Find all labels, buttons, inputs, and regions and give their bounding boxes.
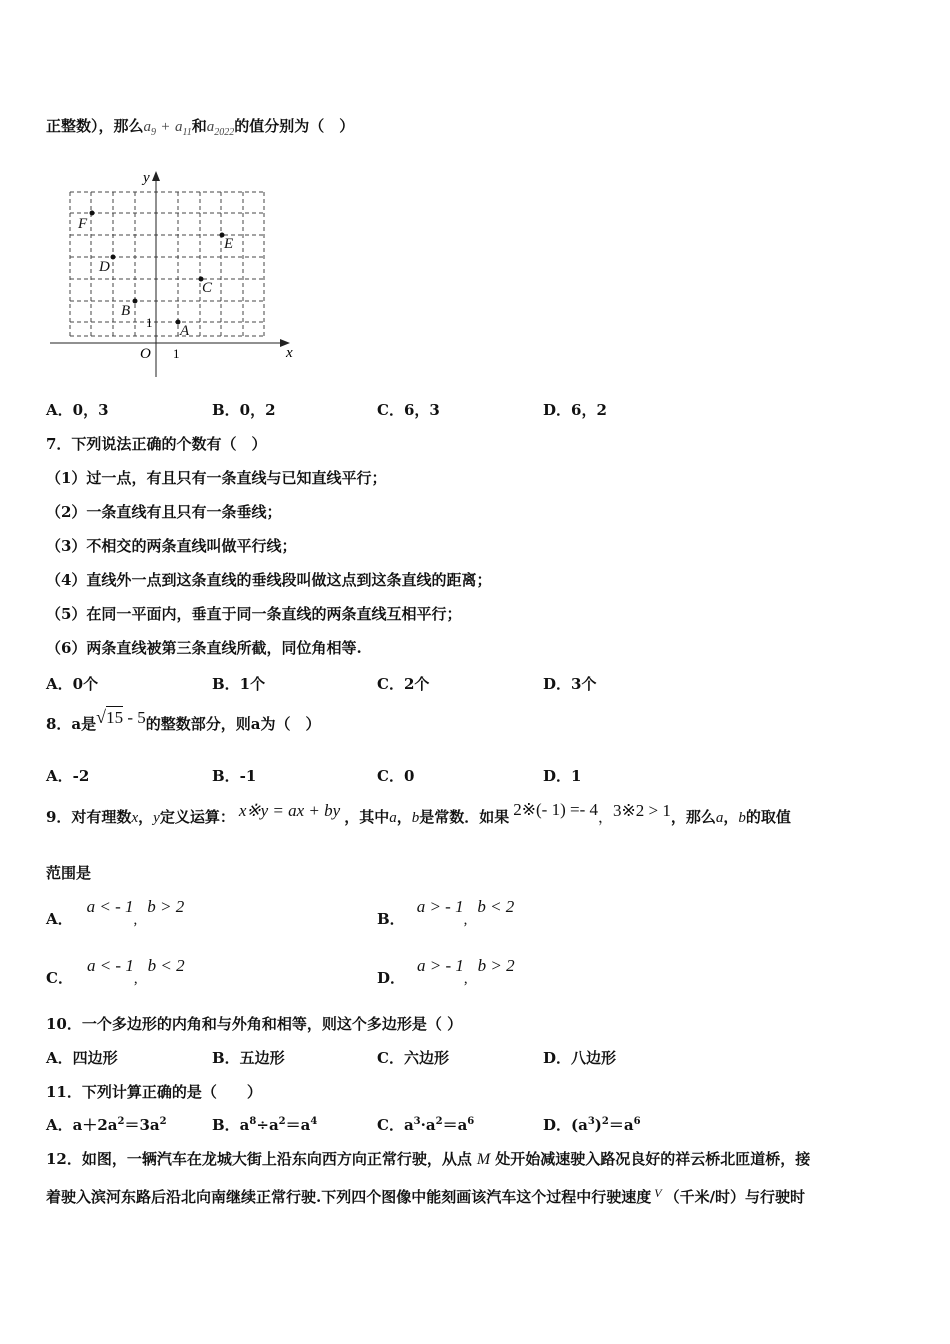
q11-option-d-mid: ) <box>594 1116 602 1134</box>
label-B: B <box>121 303 131 319</box>
q7-item-3: （3）不相交的两条直线叫做平行线； <box>46 537 297 555</box>
q9-option-a-label: A． <box>46 910 73 928</box>
q6-intro-a9 <box>143 119 157 138</box>
q6-intro-a9-base: a <box>143 119 152 135</box>
q11-option-d-sup-3: 6 <box>633 1116 641 1127</box>
q9-var-y: y <box>153 810 160 826</box>
q9-option-d-cond-2: b > 2 <box>477 956 515 975</box>
q6-intro-a11 <box>174 119 192 138</box>
q11-option-a-mid: ＝3a <box>124 1116 160 1134</box>
q6-option-a[interactable]: A．0，3 <box>46 401 109 419</box>
q11-option-b-sup-2: 2 <box>278 1116 286 1127</box>
origin-label: O <box>140 346 151 362</box>
label-A: A <box>180 323 190 339</box>
q10-option-c[interactable]: C．六边形 <box>377 1049 449 1067</box>
q10-option-b[interactable]: B．五边形 <box>212 1049 285 1067</box>
q9-option-d-comma: , <box>463 971 468 987</box>
q8-option-d[interactable]: D．1 <box>543 767 582 785</box>
q11-option-b-mid-2: ＝a <box>285 1116 311 1134</box>
y-axis-arrow <box>152 171 160 181</box>
q7-option-c[interactable]: C．2个 <box>377 675 430 693</box>
q9-var-x: x <box>131 810 139 826</box>
q9-option-b-cond-2: b < 2 <box>477 897 515 916</box>
q10-stem: 10．一个多边形的内角和与外角和相等，则这个多边形是（ ） <box>46 1015 463 1033</box>
q7-item-6: （6）两条直线被第三条直线所截，同位角相等. <box>46 639 362 657</box>
x-axis-label: x <box>286 345 293 361</box>
q11-option-d-pre: D．(a <box>543 1116 588 1134</box>
q11-option-c[interactable] <box>377 1114 474 1135</box>
q11-option-c-mid: ·a <box>420 1116 436 1134</box>
q9-option-c-cond-2: b < 2 <box>147 956 185 975</box>
y-axis-label: y <box>143 170 150 186</box>
q9-prefix: 9．对有理数 <box>46 808 132 826</box>
q7-item-4: （4）直线外一点到这条直线的垂线段叫做这点到这条直线的距离； <box>46 571 492 589</box>
q7-stem: 7．下列说法正确的个数有（ ） <box>46 435 267 453</box>
q6-intro <box>46 115 354 138</box>
q9-mid-2: 是常数．如果 <box>419 808 510 826</box>
sqrt-symbol-icon: √ <box>96 707 107 727</box>
q9-sep: ， <box>597 810 613 826</box>
q9-option-d[interactable] <box>377 955 515 987</box>
q11-option-c-pre: C．a <box>377 1116 414 1134</box>
q11-option-a[interactable] <box>46 1114 167 1135</box>
q6-intro-suffix: 的值分别为（ ） <box>234 117 355 135</box>
q11-option-b-mid: ÷a <box>256 1116 279 1134</box>
coordinate-grid-figure <box>46 165 306 380</box>
q11-option-c-sup: 3 <box>413 1116 421 1127</box>
q8-radical <box>96 708 146 727</box>
q9-option-b[interactable] <box>377 896 515 928</box>
q6-intro-a11-base: a <box>174 119 183 135</box>
q11-option-b[interactable] <box>212 1114 317 1135</box>
q11-option-d-sup-2: 2 <box>601 1116 609 1127</box>
q9-def: 定义运算： <box>159 808 235 826</box>
q12-point-m: M <box>476 1151 491 1168</box>
q9-option-c-comma: , <box>133 971 138 987</box>
point-F <box>90 211 95 216</box>
q8-tail: - 5 <box>123 708 146 727</box>
q8-option-a[interactable]: A．-2 <box>46 767 90 785</box>
q9-option-b-comma: , <box>463 912 468 928</box>
q9-end: 的取值 <box>745 808 791 826</box>
q9-stem <box>46 800 791 827</box>
q9-option-c-label: C． <box>46 969 73 987</box>
q11-option-b-pre: B．a <box>212 1116 250 1134</box>
q8-option-c[interactable]: C．0 <box>377 767 415 785</box>
q9-option-d-cond-1: a > - 1 <box>417 956 464 975</box>
point-D <box>111 255 116 260</box>
q9-comma-3: ， <box>723 808 739 826</box>
q12-line-1b: 处开始减速驶入路况良好的祥云桥北匝道桥，接 <box>495 1150 811 1168</box>
q11-option-a-sup: 2 <box>117 1116 125 1127</box>
q11-option-d-mid-2: ＝a <box>608 1116 634 1134</box>
q6-option-d[interactable]: D．6，2 <box>543 401 607 419</box>
q9-option-b-cond-1: a > - 1 <box>416 897 464 916</box>
q8-stem <box>46 707 321 734</box>
q11-option-c-sup-3: 6 <box>467 1116 475 1127</box>
q6-option-b[interactable]: B．0，2 <box>212 401 276 419</box>
q9-condition-2: 3※2 > 1 <box>613 801 671 820</box>
q6-intro-prefix: 正整数），那么 <box>46 117 144 135</box>
point-B <box>133 299 138 304</box>
q11-option-c-sup-2: 2 <box>435 1116 443 1127</box>
q11-stem: 11．下列计算正确的是（ ） <box>46 1083 262 1101</box>
q11-option-d-sup: 3 <box>587 1116 595 1127</box>
q7-option-a[interactable]: A．0个 <box>46 675 99 693</box>
q9-var-b: b <box>411 810 420 826</box>
q9-option-b-label: B． <box>377 910 405 928</box>
q12-line-1a: 12．如图，一辆汽车在龙城大街上沿东向西方向正常行驶，从点 <box>46 1150 472 1168</box>
q11-option-c-mid-2: ＝a <box>442 1116 468 1134</box>
q6-intro-a2022-sub: 2022 <box>214 127 235 138</box>
q11-option-b-sup-3: 4 <box>310 1116 318 1127</box>
q9-var-a: a <box>389 810 397 826</box>
q10-option-d[interactable]: D．八边形 <box>543 1049 617 1067</box>
q7-item-5: （5）在同一平面内，垂直于同一条直线的两条直线互相平行； <box>46 605 462 623</box>
q9-comma-1: ， <box>138 808 154 826</box>
q12-line-2 <box>46 1186 805 1207</box>
q7-item-1: （1）过一点，有且只有一条直线与已知直线平行； <box>46 469 387 487</box>
q9-option-c-cond-1: a < - 1 <box>86 956 134 975</box>
q9-option-a-cond-1: a < - 1 <box>86 897 134 916</box>
q7-option-d[interactable]: D．3个 <box>543 675 597 693</box>
q8-radicand: 15 <box>106 708 124 727</box>
q9-operation: x※y = ax + by <box>238 801 341 820</box>
label-F: F <box>78 216 88 232</box>
q6-option-c[interactable]: C．6，3 <box>377 401 440 419</box>
q12-line-1 <box>46 1148 810 1169</box>
label-E: E <box>224 236 234 252</box>
q12-line-2a: 着驶入滨河东路后沿北向南继续正常行驶.下列四个图像中能刻画该汽车这个过程中行驶速度 <box>46 1188 652 1206</box>
q6-intro-a11-sub: 11 <box>182 127 192 138</box>
q11-option-a-sup-2: 2 <box>159 1116 167 1127</box>
q11-option-b-sup: 8 <box>249 1116 257 1127</box>
q9-option-c[interactable] <box>46 955 185 987</box>
q9-option-d-label: D． <box>377 969 406 987</box>
label-D: D <box>99 259 110 275</box>
q8-suffix: 的整数部分，则a为（ ） <box>145 715 321 733</box>
q6-intro-a9-sub: 9 <box>151 127 157 138</box>
q12-line-2b: （千米/时）与行驶时 <box>664 1188 806 1206</box>
q9-comma-2: ， <box>396 808 412 826</box>
q7-option-b[interactable]: B．1个 <box>212 675 266 693</box>
q9-option-a[interactable] <box>46 896 185 928</box>
q6-intro-a2022-base: a <box>206 119 215 135</box>
x-tick-1: 1 <box>173 346 180 361</box>
q7-item-2: （2）一条直线有且只有一条垂线； <box>46 503 282 521</box>
y-tick-1: 1 <box>146 315 153 330</box>
q9-mid-3: ，那么 <box>670 808 716 826</box>
q9-var-a-2: a <box>715 810 724 826</box>
q9-option-a-cond-2: b > 2 <box>147 897 185 916</box>
q9-var-b-2: b <box>738 810 746 826</box>
q11-option-a-pre: A．a＋2a <box>46 1116 118 1134</box>
q6-intro-plus: + <box>161 119 170 135</box>
q10-option-a[interactable]: A．四边形 <box>46 1049 118 1067</box>
q12-var-v: V <box>654 1186 662 1200</box>
q9-option-a-comma: , <box>133 912 138 928</box>
q11-option-d[interactable] <box>543 1114 641 1135</box>
q9-line-2: 范围是 <box>46 864 92 882</box>
q6-intro-and: 和 <box>191 117 207 135</box>
label-C: C <box>202 280 213 296</box>
q6-intro-a2022 <box>206 119 235 138</box>
q9-mid-1: ，其中 <box>344 808 390 826</box>
q8-option-b[interactable]: B．-1 <box>212 767 257 785</box>
q9-condition-1: 2※(- 1) =- 4 <box>513 800 598 819</box>
q8-prefix: 8．a是 <box>46 715 97 733</box>
